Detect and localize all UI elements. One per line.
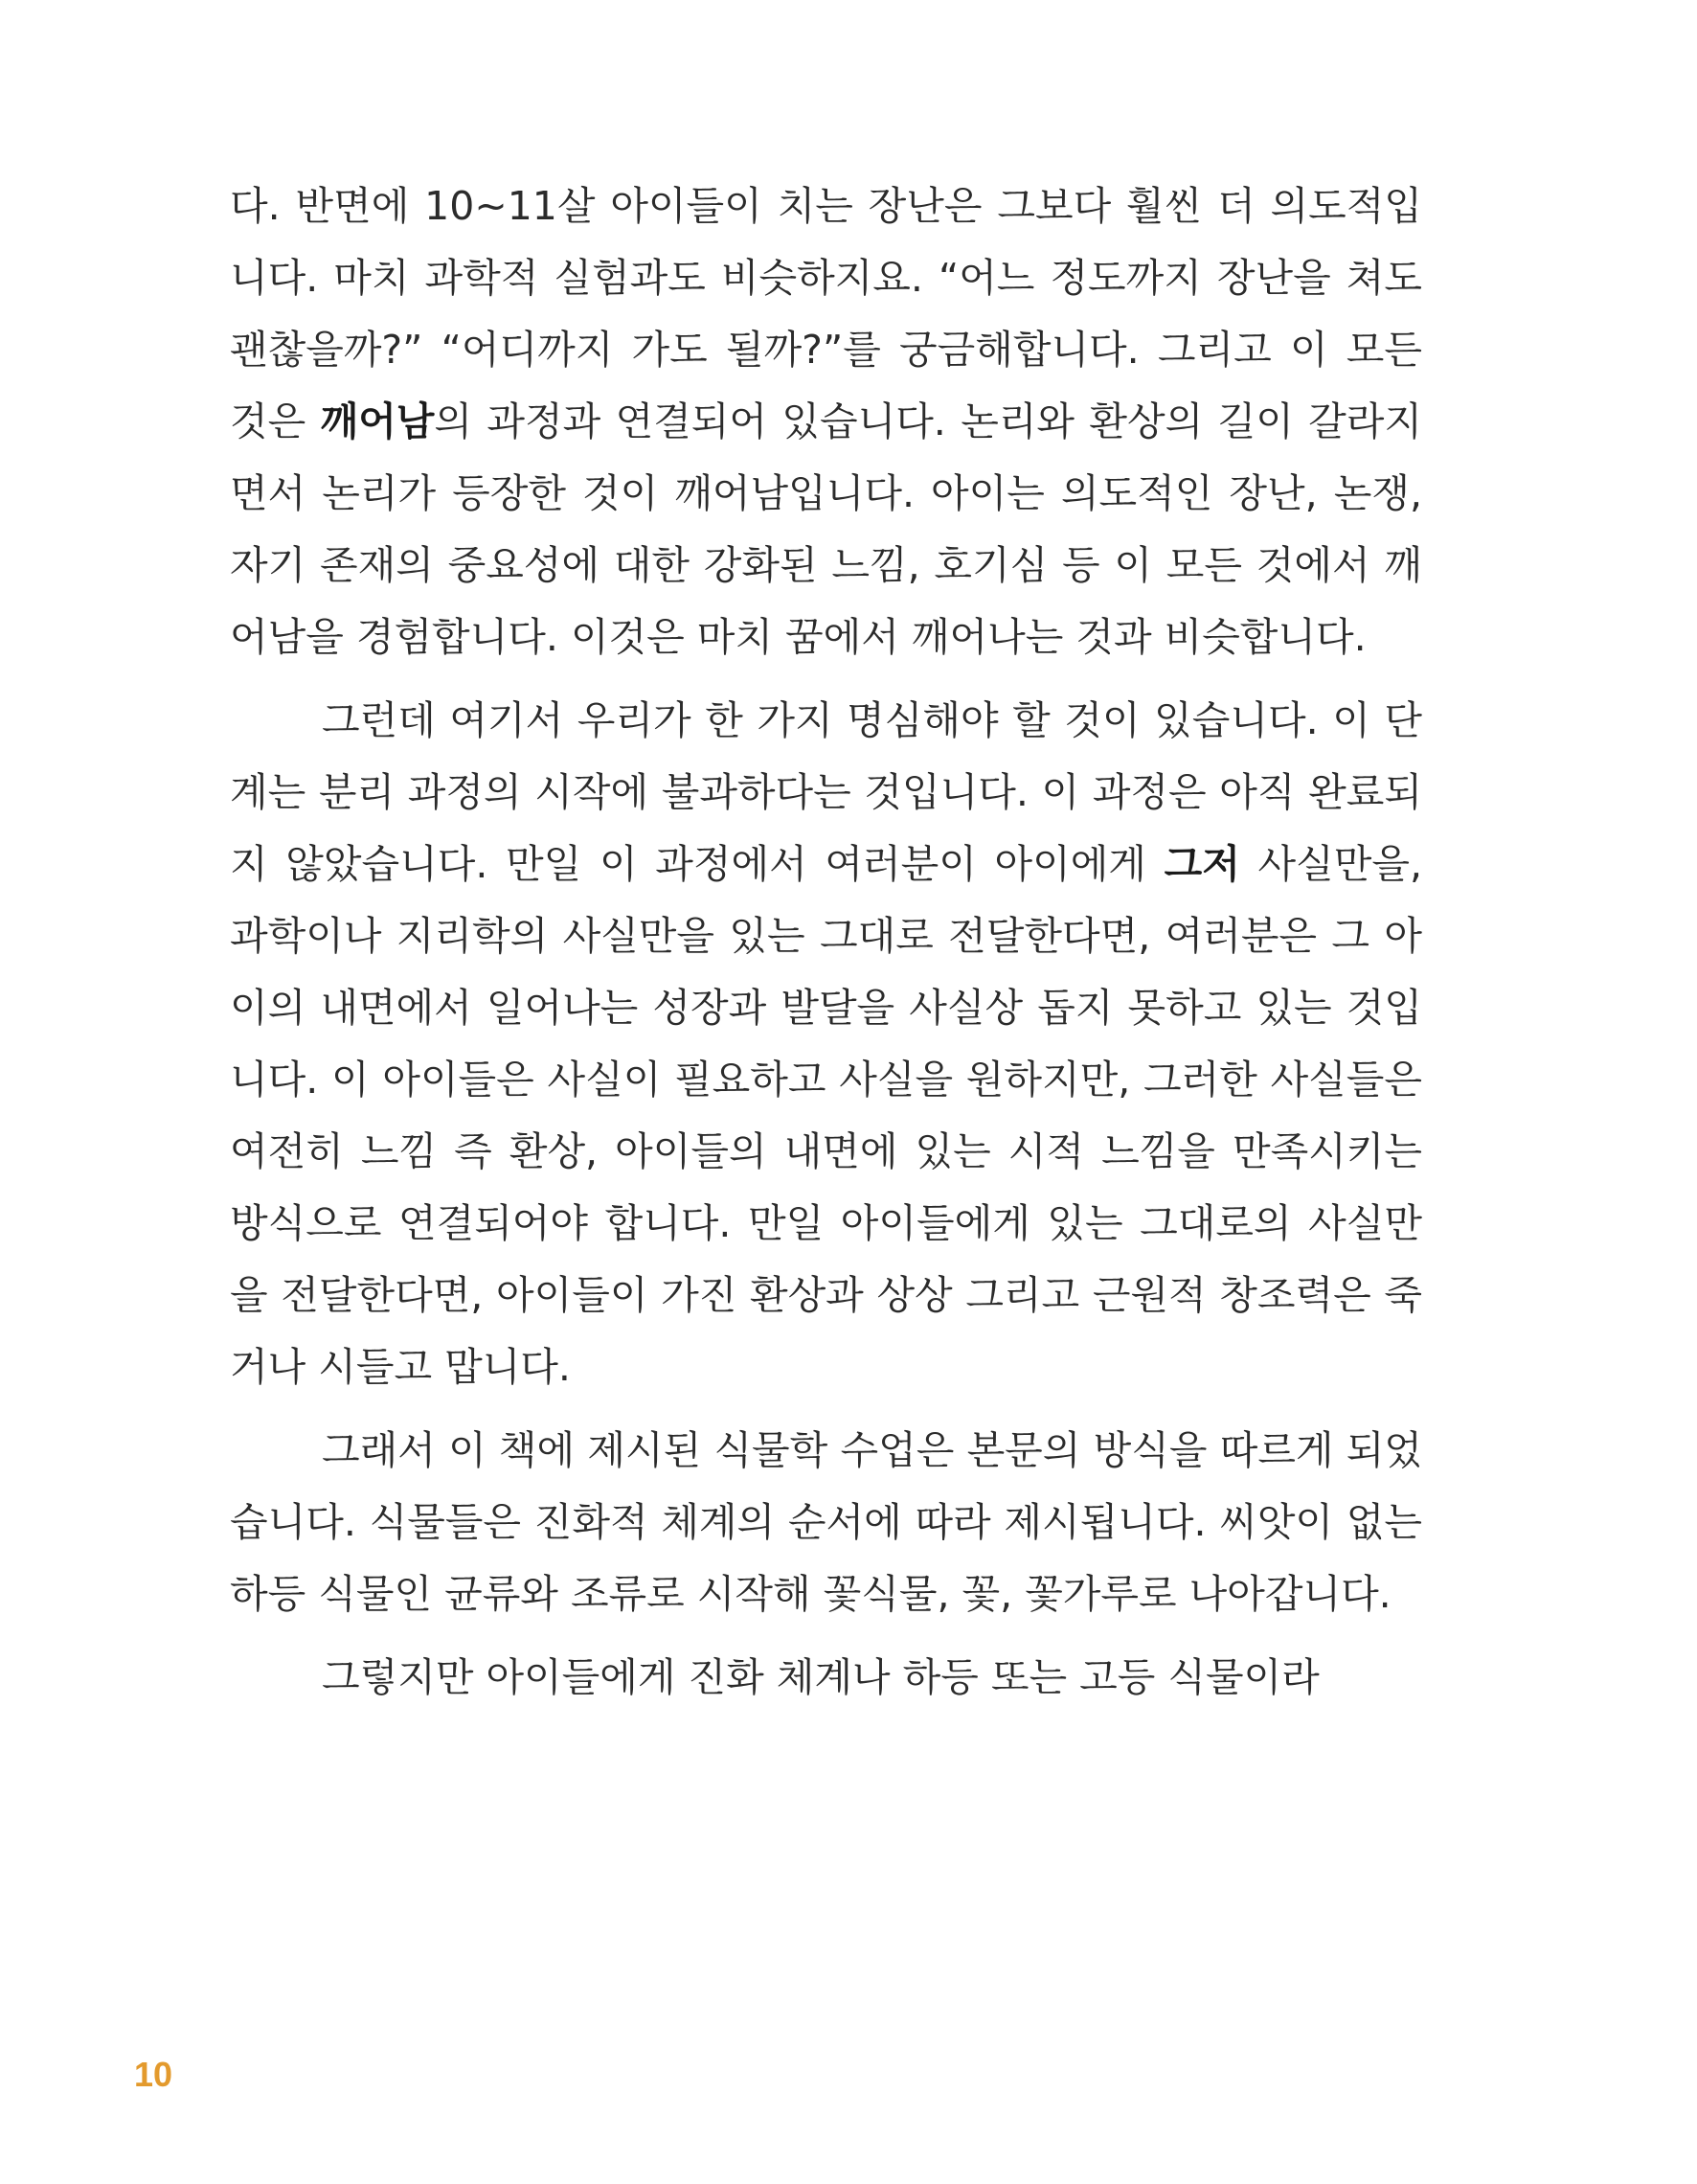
page-number: 10 <box>134 2055 173 2094</box>
paragraph-2-text-a: 그런데 여기서 우리가 한 가지 명심해야 할 것이 있습니다. 이 단계는 분리 과정의 시작에 불과하다는 것입니다. 이 과정은 아직 완료되지 않았습니다. 만일 이 과정에서 여러분이 아이에게 <box>230 697 1422 887</box>
body-text <box>230 171 1422 1725</box>
emphasis-just: 그저 <box>1164 841 1240 887</box>
paragraph-1-text-b: 의 과정과 연결되어 있습니다. 논리와 환상의 길이 갈라지면서 논리가 등장한 것이 깨어남입니다. 아이는 의도적인 장난, 논쟁, 자기 존재의 중요성에 대한 강화된 느낌, 호기심 등 이 모든 것에서 깨어남을 경험합니다. 이것은 마치 꿈에서 깨어나는 것과 비슷합니다. <box>230 398 1422 660</box>
emphasis-awakening: 깨어남 <box>320 398 435 444</box>
paragraph-3: 그래서 이 책에 제시된 식물학 수업은 본문의 방식을 따르게 되었습니다. 식물들은 진화적 체계의 순서에 따라 제시됩니다. 씨앗이 없는 하등 식물인 균류와 조류로 시작해 꽃식물, 꽃, 꽃가루로 나아갑니다. <box>230 1427 1422 1617</box>
paragraph-1-text-a: 다. 반면에 10~11살 아이들이 치는 장난은 그보다 훨씬 더 의도적입니다. 마치 과학적 실험과도 비슷하지요. “어느 정도까지 장난을 쳐도 괜찮을까?” “어디까지 가도 될까?”를 궁금해합니다. 그리고 이 모든 것은 <box>230 183 1422 444</box>
paragraph-4: 그렇지만 아이들에게 진화 체계나 하등 또는 고등 식물이라 <box>322 1654 1320 1700</box>
paragraph-1 <box>230 171 1422 673</box>
paragraph-2-text-b: 사실만을, 과학이나 지리학의 사실만을 있는 그대로 전달한다면, 여러분은 그 아이의 내면에서 일어나는 성장과 발달을 사실상 돕지 못하고 있는 것입니다. 이 아이들은 사실이 필요하고 사실을 원하지만, 그러한 사실들은 여전히 느낌 즉 환상, 아이들의 내면에 있는 시적 느낌을 만족시키는 방식으로 연결되어야 합니다. 만일 아이들에게 있는 그대로의 사실만을 전달한다면, 아이들이 가진 환상과 상상 그리고 근원적 창조력은 죽거나 시들고 맙니다. <box>230 841 1422 1390</box>
paragraph-2 <box>230 685 1422 1403</box>
